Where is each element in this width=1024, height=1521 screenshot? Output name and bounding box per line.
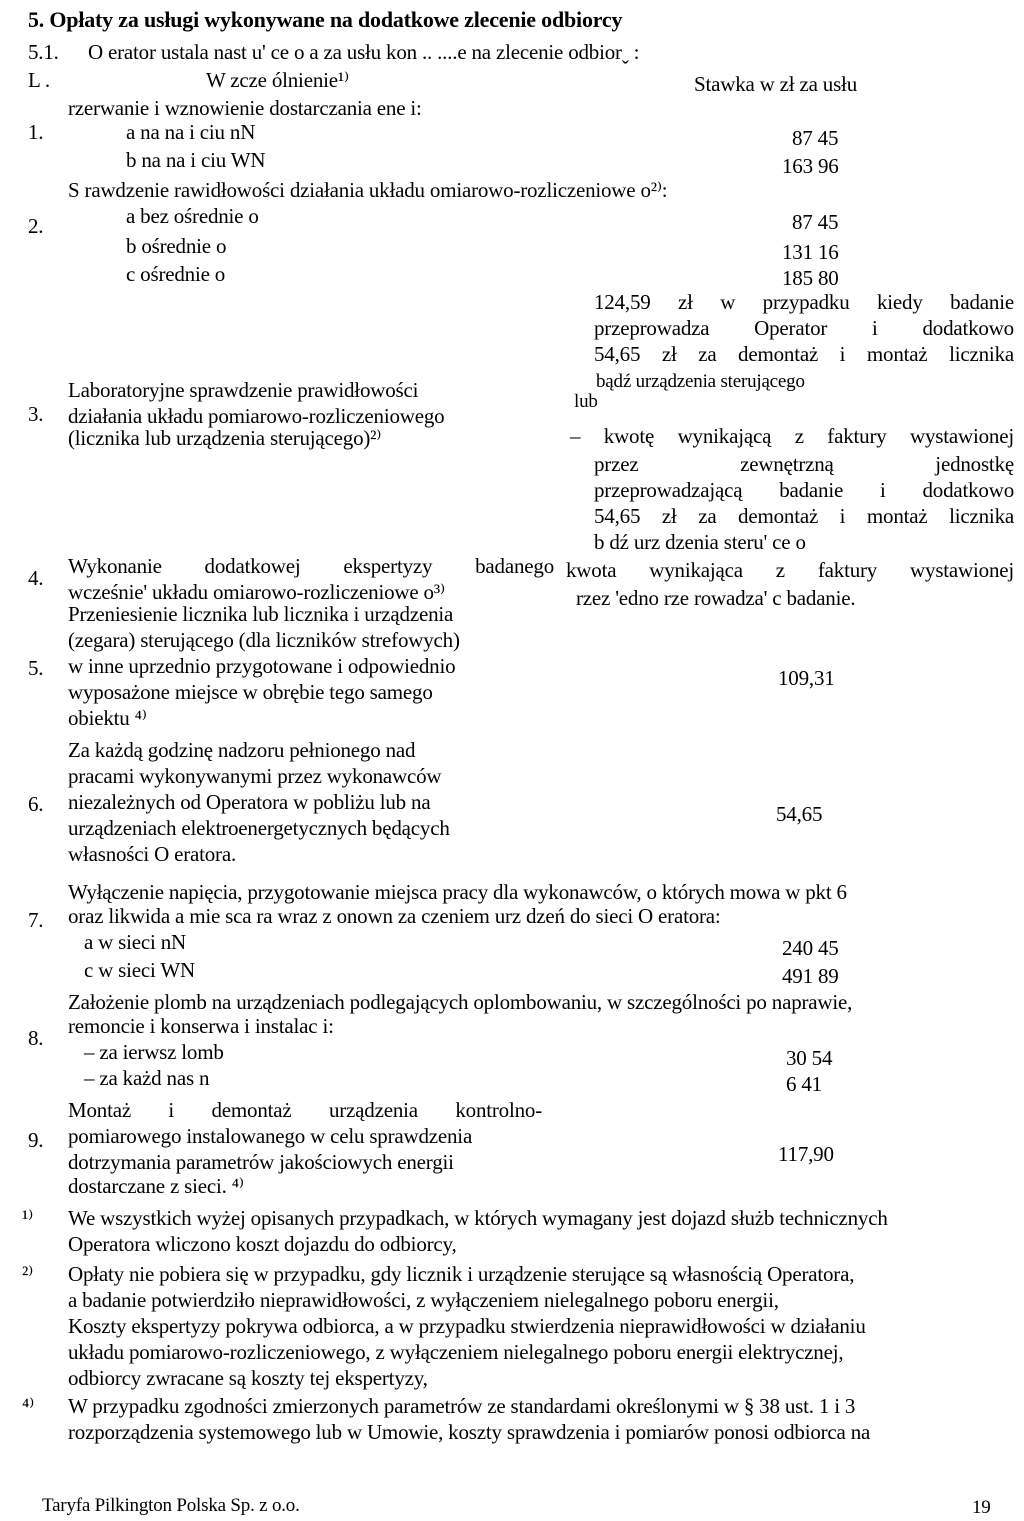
row6-description-line: urządzeniach elektroenergetycznych będących	[68, 816, 450, 840]
row9-description-line: Montaż i demontaż urządzenia kontrolno-	[68, 1098, 542, 1122]
footnote-3-line: układu pomiarowo-rozliczeniowego, z wyłączeniem nielegalnego poboru energii elektrycznej,	[68, 1340, 844, 1364]
row2-item-b-value: 131 16	[782, 240, 839, 264]
row9-number: 9.	[28, 1128, 44, 1152]
row1-item-b-value: 163 96	[782, 154, 839, 178]
row8-description-line: remoncie i konserwa i instalac i:	[68, 1014, 334, 1038]
row2-item-a-value: 87 45	[792, 210, 839, 234]
row5-description-line: w inne uprzednio przygotowane i odpowiednio	[68, 654, 456, 678]
row3-rate-line: bądź urządzenia sterującego	[596, 371, 805, 392]
row4-rate-line: rzez 'edno rze rowadza' c badanie.	[576, 586, 856, 610]
row6-description-line: Za każdą godzinę nadzoru pełnionego nad	[68, 738, 416, 762]
row8-number: 8.	[28, 1026, 44, 1050]
row6-description-line: własności O eratora.	[68, 842, 237, 866]
row7-item-c-value: 491 89	[782, 964, 839, 988]
row1-number: 1.	[28, 120, 44, 144]
footnote-1-line: We wszystkich wyżej opisanych przypadkach, w których wymagany jest dojazd służb technicznych	[68, 1206, 888, 1230]
row2-item-b: b ośrednie o	[126, 234, 227, 258]
row3-description-line: Laboratoryjne sprawdzenie prawidłowości	[68, 378, 419, 402]
row9-description-line: pomiarowego instalowanego w celu sprawdzenia	[68, 1124, 473, 1148]
row3-description-line: (licznika lub urządzenia sterującego)²⁾	[68, 426, 382, 450]
row6-value: 54,65	[776, 802, 823, 826]
row3-rate-line: 54,65 zł za demontaż i montaż licznika	[594, 342, 1014, 366]
row9-value: 117,90	[778, 1142, 834, 1166]
footnote-2-line: Opłaty nie pobiera się w przypadku, gdy licznik i urządzenie sterujące są własnością Operatora,	[68, 1262, 855, 1286]
row8-item-a: – za ierwsz lomb	[84, 1040, 224, 1064]
footnote-4-line: rozporządzenia systemowego lub w Umowie, koszty sprawdzenia i pomiarów ponosi odbiorca na	[68, 1420, 871, 1444]
footnote-1-line: Operatora wliczono koszt dojazdu do odbiorcy,	[68, 1232, 457, 1256]
row7-number: 7.	[28, 908, 44, 932]
row5-description-line: wyposażone miejsce w obrębie tego samego	[68, 680, 433, 704]
row2-number: 2.	[28, 214, 44, 238]
footnote-1-mark: ¹⁾	[22, 1206, 34, 1230]
row9-description-line: dotrzymania parametrów jakościowych energii	[68, 1150, 454, 1174]
footnote-4-line: W przypadku zgodności zmierzonych parametrów ze standardami określonymi w § 38 ust. 1 i 3	[68, 1394, 856, 1418]
row6-description-line: niezależnych od Operatora w pobliżu lub na	[68, 790, 431, 814]
row3-number: 3.	[28, 402, 44, 426]
page-number: 19	[972, 1497, 991, 1518]
row4-description-line: Wykonanie dodatkowej ekspertyzy badanego	[68, 554, 554, 578]
row1-item-a-value: 87 45	[792, 126, 839, 150]
row7-item-a-value: 240 45	[782, 936, 839, 960]
row7-description-line: Wyłączenie napięcia, przygotowanie miejsca pracy dla wykonawców, o których mowa w pkt 6	[68, 880, 847, 904]
header-rate: Stawka w zł za usłu	[694, 72, 857, 96]
section-title: 5. Opłaty za usługi wykonywane na dodatkowe zlecenie odbiorcy	[28, 7, 623, 32]
row4-description-line: wcześnie' układu omiarowo-rozliczeniowe o³⁾	[68, 580, 445, 604]
row2-item-a: a bez ośrednie o	[126, 204, 259, 228]
footnote-2-line: a badanie potwierdziło nieprawidłowości, z wyłączeniem nielegalnego poboru energii,	[68, 1288, 779, 1312]
row5-value: 109,31	[778, 666, 835, 690]
footer-company: Taryfa Pilkington Polska Sp. z o.o.	[42, 1495, 300, 1516]
row5-description-line: obiektu ⁴⁾	[68, 706, 147, 730]
row3-rate-line: lub	[574, 391, 598, 412]
row3-rate-line: przez zewnętrzną jednostkę	[594, 452, 1014, 476]
row5-description-line: Przeniesienie licznika lub licznika i urządzenia	[68, 602, 454, 626]
row3-description-line: działania układu pomiarowo-rozliczeniowego	[68, 404, 445, 428]
row8-item-b-value: 6 41	[786, 1072, 822, 1096]
row5-number: 5.	[28, 656, 44, 680]
row3-rate-line: b dź urz dzenia steru' ce o	[594, 530, 806, 554]
row3-rate-line: przeprowadzającą badanie i dodatkowo	[594, 478, 1014, 502]
footnote-2-mark: ²⁾	[22, 1262, 34, 1286]
row7-item-a: a w sieci nN	[84, 930, 186, 954]
row2-intro: S rawdzenie rawidłowości działania układu omiarowo-rozliczeniowe o²⁾:	[68, 178, 668, 202]
row5-description-line: (zegara) sterującego (dla liczników strefowych)	[68, 628, 460, 652]
row6-description-line: pracami wykonywanymi przez wykonawców	[68, 764, 442, 788]
footnote-3-line: Koszty ekspertyzy pokrywa odbiorca, a w przypadku stwierdzenia nieprawidłowości w działaniu	[68, 1314, 866, 1338]
row8-item-a-value: 30 54	[786, 1046, 833, 1070]
row6-number: 6.	[28, 792, 44, 816]
row4-number: 4.	[28, 566, 44, 590]
header-description: W zcze ólnienie¹⁾	[206, 68, 349, 92]
row9-description-line: dostarczane z sieci. ⁴⁾	[68, 1174, 244, 1198]
subsection-intro: O erator ustala nast u' ce o a za usłu kon .. ....e na zlecenie odbiorˬ :	[88, 40, 640, 64]
row3-rate-line: 124,59 zł w przypadku kiedy badanie	[594, 290, 1014, 314]
row3-rate-line: przeprowadza Operator i dodatkowo	[594, 316, 1014, 340]
row7-item-c: c w sieci WN	[84, 958, 195, 982]
row2-item-c: c ośrednie o	[126, 262, 226, 286]
row4-rate-line: kwota wynikająca z faktury wystawionej	[566, 558, 1014, 582]
row1-item-b: b na na i ciu WN	[126, 148, 266, 172]
subsection-number: 5.1.	[28, 40, 59, 64]
row1-item-a: a na na i ciu nN	[126, 120, 256, 144]
footnote-4-mark: ⁴⁾	[22, 1394, 35, 1418]
row2-item-c-value: 185 80	[782, 266, 839, 290]
footnote-3-line: odbiorcy zwracane są koszty tej ekspertyzy,	[68, 1366, 428, 1390]
row8-item-b: – za każd nas n	[84, 1066, 210, 1090]
row3-rate-line: 54,65 zł za demontaż i montaż licznika	[594, 504, 1014, 528]
row8-description-line: Założenie plomb na urządzeniach podlegających oplombowaniu, w szczególności po naprawie,	[68, 990, 853, 1014]
row1-intro: rzerwanie i wznowienie dostarczania ene i:	[68, 96, 422, 120]
header-lp: L .	[28, 68, 50, 92]
row7-description-line: oraz likwida a mie sca ra wraz z onown za czeniem urz dzeń do sieci O eratora:	[68, 904, 721, 928]
row3-rate-line: – kwotę wynikającą z faktury wystawionej	[570, 424, 1014, 448]
